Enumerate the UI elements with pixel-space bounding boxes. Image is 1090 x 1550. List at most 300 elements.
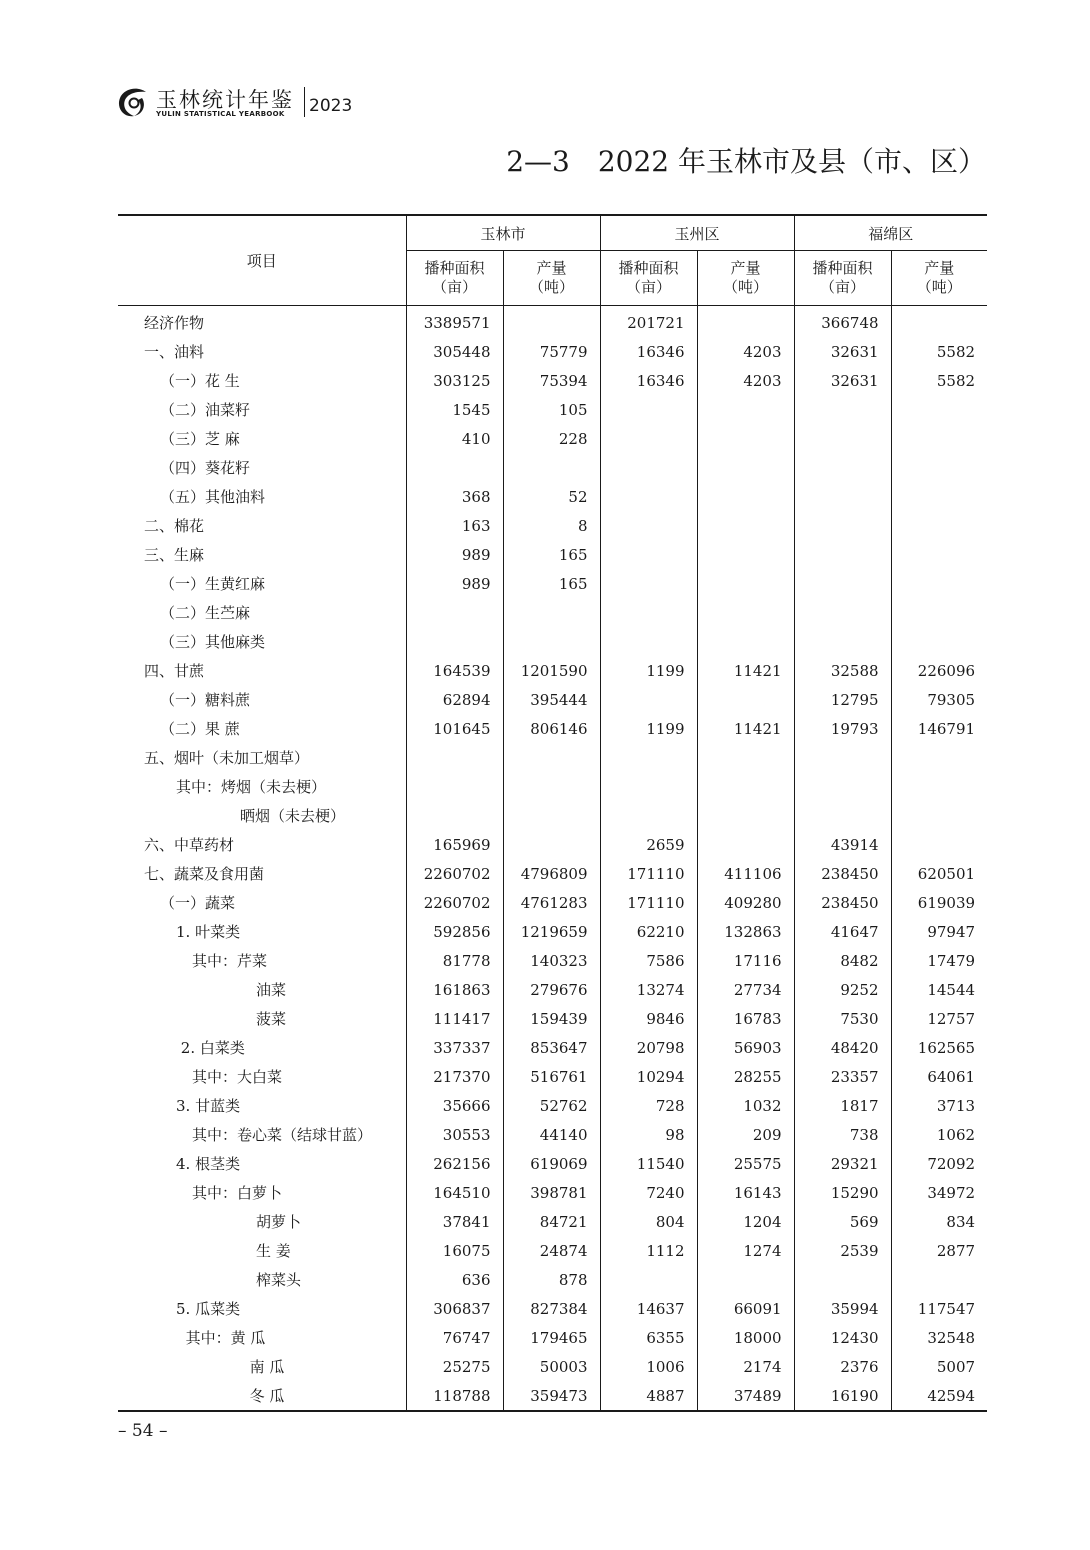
area-cell: 171110 (600, 859, 697, 888)
row-label: 三、生麻 (144, 546, 205, 564)
area-cell: 9846 (600, 1004, 697, 1033)
output-unit: （吨） (916, 278, 962, 296)
yearbook-year: 2023 (309, 96, 353, 116)
output-label: 产量 (730, 259, 761, 277)
area-cell: 1817 (794, 1091, 891, 1120)
table-row (118, 540, 987, 569)
table-row (118, 1149, 987, 1178)
output-cell (697, 1265, 794, 1294)
output-cell: 14544 (891, 975, 987, 1004)
output-cell (891, 830, 987, 859)
output-cell: 28255 (697, 1062, 794, 1091)
row-label: 菠菜 (256, 1010, 287, 1028)
area-cell: 15290 (794, 1178, 891, 1207)
output-cell: 16783 (697, 1004, 794, 1033)
area-label: 播种面积 (618, 259, 679, 277)
output-cell: 8 (503, 511, 600, 540)
area-cell: 164510 (406, 1178, 503, 1207)
table-row (118, 1062, 987, 1091)
output-cell: 1201590 (503, 656, 600, 685)
output-unit: （吨） (529, 278, 575, 296)
area-cell: 728 (600, 1091, 697, 1120)
row-label: （三）芝 麻 (160, 430, 240, 448)
area-cell: 20798 (600, 1033, 697, 1062)
area-cell: 306837 (406, 1294, 503, 1323)
output-cell: 16143 (697, 1178, 794, 1207)
area-cell: 201721 (600, 306, 697, 338)
output-cell: 50003 (503, 1352, 600, 1381)
table-row (118, 1091, 987, 1120)
area-cell: 366748 (794, 306, 891, 338)
area-cell: 30553 (406, 1120, 503, 1149)
area-cell: 76747 (406, 1323, 503, 1352)
area-cell: 2539 (794, 1236, 891, 1265)
output-cell (503, 627, 600, 656)
row-label: 六、中草药材 (144, 836, 235, 854)
output-cell: 75779 (503, 337, 600, 366)
yearbook-title-en: YULIN STATISTICAL YEARBOOK (156, 110, 285, 118)
area-cell: 8482 (794, 946, 891, 975)
area-cell (794, 395, 891, 424)
area-label: 播种面积 (424, 259, 485, 277)
area-cell (794, 1265, 891, 1294)
area-cell: 35666 (406, 1091, 503, 1120)
area-cell: 32631 (794, 366, 891, 395)
table-row (118, 1120, 987, 1149)
area-cell: 16346 (600, 366, 697, 395)
area-cell: 7240 (600, 1178, 697, 1207)
output-cell: 279676 (503, 975, 600, 1004)
output-cell: 806146 (503, 714, 600, 743)
row-label: 1. 叶菜类 (176, 923, 241, 941)
output-cell: 1204 (697, 1207, 794, 1236)
area-cell: 569 (794, 1207, 891, 1236)
row-label: 其中：黄 瓜 (185, 1329, 266, 1347)
table-body (118, 306, 987, 1412)
area-cell: 1199 (600, 656, 697, 685)
area-cell: 238450 (794, 888, 891, 917)
area-cell (600, 540, 697, 569)
area-cell: 10294 (600, 1062, 697, 1091)
area-cell: 37841 (406, 1207, 503, 1236)
output-cell: 5007 (891, 1352, 987, 1381)
output-cell: 619069 (503, 1149, 600, 1178)
output-cell (697, 627, 794, 656)
output-column-header (697, 251, 794, 306)
area-cell: 7530 (794, 1004, 891, 1033)
output-cell (697, 569, 794, 598)
output-cell (697, 482, 794, 511)
region-header: 玉林市 (406, 215, 600, 251)
area-cell: 12430 (794, 1323, 891, 1352)
output-cell: 66091 (697, 1294, 794, 1323)
area-cell: 410 (406, 424, 503, 453)
output-cell: 1062 (891, 1120, 987, 1149)
row-label: （四）葵花籽 (160, 459, 251, 477)
area-cell: 303125 (406, 366, 503, 395)
output-cell: 117547 (891, 1294, 987, 1323)
area-cell (794, 627, 891, 656)
area-cell (600, 627, 697, 656)
area-cell: 989 (406, 569, 503, 598)
output-cell: 11421 (697, 656, 794, 685)
table-row (118, 1033, 987, 1062)
output-cell: 159439 (503, 1004, 600, 1033)
output-cell: 132863 (697, 917, 794, 946)
area-cell: 16346 (600, 337, 697, 366)
row-label: 油菜 (256, 981, 287, 999)
area-cell: 171110 (600, 888, 697, 917)
area-label: 播种面积 (812, 259, 873, 277)
area-cell: 1199 (600, 714, 697, 743)
area-cell: 81778 (406, 946, 503, 975)
output-cell: 27734 (697, 975, 794, 1004)
output-cell (697, 306, 794, 338)
table-row (118, 395, 987, 424)
output-cell: 34972 (891, 1178, 987, 1207)
table-row (118, 482, 987, 511)
output-cell (503, 772, 600, 801)
output-cell: 37489 (697, 1381, 794, 1411)
table-row (118, 1207, 987, 1236)
table-row (118, 1236, 987, 1265)
output-cell (697, 685, 794, 714)
area-cell (794, 540, 891, 569)
output-cell: 18000 (697, 1323, 794, 1352)
row-label: （五）其他油料 (160, 488, 266, 506)
table-row (118, 1004, 987, 1033)
output-cell: 827384 (503, 1294, 600, 1323)
output-cell: 146791 (891, 714, 987, 743)
output-cell (891, 395, 987, 424)
output-cell: 2174 (697, 1352, 794, 1381)
row-label: 生 姜 (256, 1242, 291, 1260)
area-cell: 305448 (406, 337, 503, 366)
area-cell: 13274 (600, 975, 697, 1004)
output-column-header (503, 251, 600, 306)
output-cell: 619039 (891, 888, 987, 917)
region-header: 福绵区 (794, 215, 987, 251)
table-row (118, 1352, 987, 1381)
table-row (118, 366, 987, 395)
row-label: 晒烟（未去梗） (240, 807, 346, 825)
area-column-header (600, 251, 697, 306)
table-row (118, 1294, 987, 1323)
output-cell: 25575 (697, 1149, 794, 1178)
table-row (118, 424, 987, 453)
output-cell (891, 598, 987, 627)
area-cell: 2376 (794, 1352, 891, 1381)
table-row (118, 743, 987, 772)
area-cell: 32588 (794, 656, 891, 685)
output-cell: 878 (503, 1265, 600, 1294)
area-cell: 165969 (406, 830, 503, 859)
area-cell: 163 (406, 511, 503, 540)
output-cell: 4203 (697, 337, 794, 366)
output-cell: 105 (503, 395, 600, 424)
area-cell (406, 453, 503, 482)
output-column-header (891, 251, 987, 306)
area-cell: 217370 (406, 1062, 503, 1091)
row-label: （二）生苎麻 (160, 604, 251, 622)
output-cell: 1219659 (503, 917, 600, 946)
page-number: – 54 – (118, 1421, 168, 1441)
area-cell (406, 743, 503, 772)
area-cell (794, 772, 891, 801)
area-cell: 48420 (794, 1033, 891, 1062)
output-cell (697, 772, 794, 801)
area-cell (794, 743, 891, 772)
row-label: 榨菜头 (256, 1271, 302, 1289)
table-row (118, 714, 987, 743)
table-title: 2—3 2022 年玉林市及县（市、区） (506, 145, 986, 178)
table-row (118, 569, 987, 598)
area-cell: 164539 (406, 656, 503, 685)
table-row (118, 598, 987, 627)
output-cell (891, 743, 987, 772)
area-cell (600, 685, 697, 714)
area-cell: 111417 (406, 1004, 503, 1033)
output-cell (697, 540, 794, 569)
table-row (118, 453, 987, 482)
area-cell: 12795 (794, 685, 891, 714)
area-cell: 262156 (406, 1149, 503, 1178)
row-label: 七、蔬菜及食用菌 (144, 865, 265, 883)
output-cell (697, 801, 794, 830)
area-cell: 11540 (600, 1149, 697, 1178)
yearbook-logo-icon (116, 86, 152, 120)
area-cell: 4887 (600, 1381, 697, 1411)
area-cell: 161863 (406, 975, 503, 1004)
area-cell: 101645 (406, 714, 503, 743)
output-cell: 5582 (891, 366, 987, 395)
output-cell (891, 482, 987, 511)
row-label: 4. 根茎类 (176, 1155, 241, 1173)
table-row (118, 946, 987, 975)
table-row (118, 1265, 987, 1294)
output-cell: 395444 (503, 685, 600, 714)
output-cell (503, 830, 600, 859)
area-cell (406, 772, 503, 801)
row-label: 胡萝卜 (256, 1213, 302, 1231)
output-cell: 72092 (891, 1149, 987, 1178)
table-row (118, 656, 987, 685)
output-cell: 620501 (891, 859, 987, 888)
row-label: 冬 瓜 (118, 1381, 406, 1411)
output-cell (697, 830, 794, 859)
area-cell: 238450 (794, 859, 891, 888)
area-cell: 118788 (406, 1381, 503, 1411)
row-label: （二）油菜籽 (160, 401, 251, 419)
area-cell: 98 (600, 1120, 697, 1149)
output-cell: 209 (697, 1120, 794, 1149)
output-cell (891, 453, 987, 482)
area-cell: 32631 (794, 337, 891, 366)
output-cell: 97947 (891, 917, 987, 946)
area-cell (794, 569, 891, 598)
area-cell: 41647 (794, 917, 891, 946)
area-cell (600, 569, 697, 598)
area-cell: 2260702 (406, 888, 503, 917)
output-cell (891, 772, 987, 801)
area-cell: 25275 (406, 1352, 503, 1381)
area-cell: 636 (406, 1265, 503, 1294)
table-row (118, 772, 987, 801)
output-cell: 1032 (697, 1091, 794, 1120)
output-unit: （吨） (723, 278, 769, 296)
table-row (118, 888, 987, 917)
area-cell: 14637 (600, 1294, 697, 1323)
output-label: 产量 (924, 259, 955, 277)
area-cell (600, 772, 697, 801)
output-cell: 4796809 (503, 859, 600, 888)
row-label: 五、烟叶（未加工烟草） (144, 749, 310, 767)
output-cell: 56903 (697, 1033, 794, 1062)
area-cell (600, 598, 697, 627)
output-cell: 411106 (697, 859, 794, 888)
area-cell (406, 598, 503, 627)
output-cell: 44140 (503, 1120, 600, 1149)
area-cell: 3389571 (406, 306, 503, 338)
table-row (118, 1323, 987, 1352)
table-row (118, 975, 987, 1004)
output-cell (503, 598, 600, 627)
output-cell (891, 801, 987, 830)
area-cell: 16075 (406, 1236, 503, 1265)
row-label: 四、甘蔗 (144, 662, 205, 680)
area-cell: 738 (794, 1120, 891, 1149)
table-row (118, 1381, 987, 1411)
row-label: （二）果 蔗 (160, 720, 240, 738)
area-cell (794, 598, 891, 627)
output-cell: 17116 (697, 946, 794, 975)
output-cell: 398781 (503, 1178, 600, 1207)
output-label: 产量 (536, 259, 567, 277)
row-label: 二、棉花 (144, 517, 205, 535)
output-cell: 2877 (891, 1236, 987, 1265)
area-cell (600, 511, 697, 540)
table-row (118, 859, 987, 888)
yearbook-title: 玉林统计年鉴 (156, 88, 294, 112)
area-cell: 23357 (794, 1062, 891, 1091)
area-cell (600, 482, 697, 511)
header-divider (304, 87, 305, 117)
output-cell (891, 306, 987, 338)
output-cell (891, 627, 987, 656)
area-cell: 35994 (794, 1294, 891, 1323)
output-cell (697, 424, 794, 453)
output-cell: 165 (503, 540, 600, 569)
table-row (118, 685, 987, 714)
output-cell (697, 453, 794, 482)
output-cell: 228 (503, 424, 600, 453)
area-cell: 1112 (600, 1236, 697, 1265)
table-row (118, 337, 987, 366)
output-cell: 516761 (503, 1062, 600, 1091)
row-label: （一）蔬菜 (160, 894, 236, 912)
row-label: 其中：卷心菜（结球甘蓝） (192, 1126, 373, 1144)
area-unit: （亩） (626, 278, 672, 296)
output-cell (697, 395, 794, 424)
area-cell: 16190 (794, 1381, 891, 1411)
area-cell: 989 (406, 540, 503, 569)
area-cell (600, 743, 697, 772)
output-cell (503, 453, 600, 482)
output-cell: 3713 (891, 1091, 987, 1120)
area-cell: 2260702 (406, 859, 503, 888)
area-column-header (794, 251, 891, 306)
output-cell: 24874 (503, 1236, 600, 1265)
row-label: 其中：白萝卜 (192, 1184, 283, 1202)
area-cell: 9252 (794, 975, 891, 1004)
output-cell: 1274 (697, 1236, 794, 1265)
table-row (118, 1178, 987, 1207)
area-cell: 29321 (794, 1149, 891, 1178)
output-cell (503, 306, 600, 338)
area-cell: 7586 (600, 946, 697, 975)
area-cell (600, 801, 697, 830)
row-label: 其中：芹菜 (192, 952, 268, 970)
output-cell: 4761283 (503, 888, 600, 917)
area-cell (794, 801, 891, 830)
output-cell: 179465 (503, 1323, 600, 1352)
output-cell: 226096 (891, 656, 987, 685)
area-cell (600, 395, 697, 424)
table-row (118, 511, 987, 540)
area-cell (600, 453, 697, 482)
table-row (118, 801, 987, 830)
output-cell: 140323 (503, 946, 600, 975)
output-cell (503, 743, 600, 772)
output-cell (891, 511, 987, 540)
area-cell (406, 627, 503, 656)
area-cell (600, 424, 697, 453)
table-row (118, 627, 987, 656)
area-cell: 1545 (406, 395, 503, 424)
row-label: 经济作物 (144, 314, 205, 332)
output-cell (891, 424, 987, 453)
area-cell: 368 (406, 482, 503, 511)
row-label: （一）生黄红麻 (160, 575, 266, 593)
output-cell (697, 743, 794, 772)
row-label: 其中：烤烟（未去梗） (176, 778, 327, 796)
output-cell: 32548 (891, 1323, 987, 1352)
crop-statistics-table (118, 214, 987, 1412)
area-column-header (406, 251, 503, 306)
output-cell: 853647 (503, 1033, 600, 1062)
area-cell: 337337 (406, 1033, 503, 1062)
area-cell (406, 801, 503, 830)
area-cell: 62210 (600, 917, 697, 946)
output-cell: 52 (503, 482, 600, 511)
output-cell: 162565 (891, 1033, 987, 1062)
output-cell (891, 540, 987, 569)
row-label: 南 瓜 (249, 1358, 285, 1376)
row-label: （一）糖料蔗 (160, 691, 251, 709)
output-cell: 84721 (503, 1207, 600, 1236)
row-label: 一、油料 (144, 343, 205, 361)
row-label: 3. 甘蓝类 (176, 1097, 241, 1115)
output-cell: 17479 (891, 946, 987, 975)
area-unit: （亩） (820, 278, 866, 296)
table-row (118, 306, 987, 338)
output-cell (697, 511, 794, 540)
area-cell: 43914 (794, 830, 891, 859)
area-cell: 804 (600, 1207, 697, 1236)
output-cell: 409280 (697, 888, 794, 917)
output-cell: 75394 (503, 366, 600, 395)
row-label: （三）其他麻类 (160, 633, 266, 651)
